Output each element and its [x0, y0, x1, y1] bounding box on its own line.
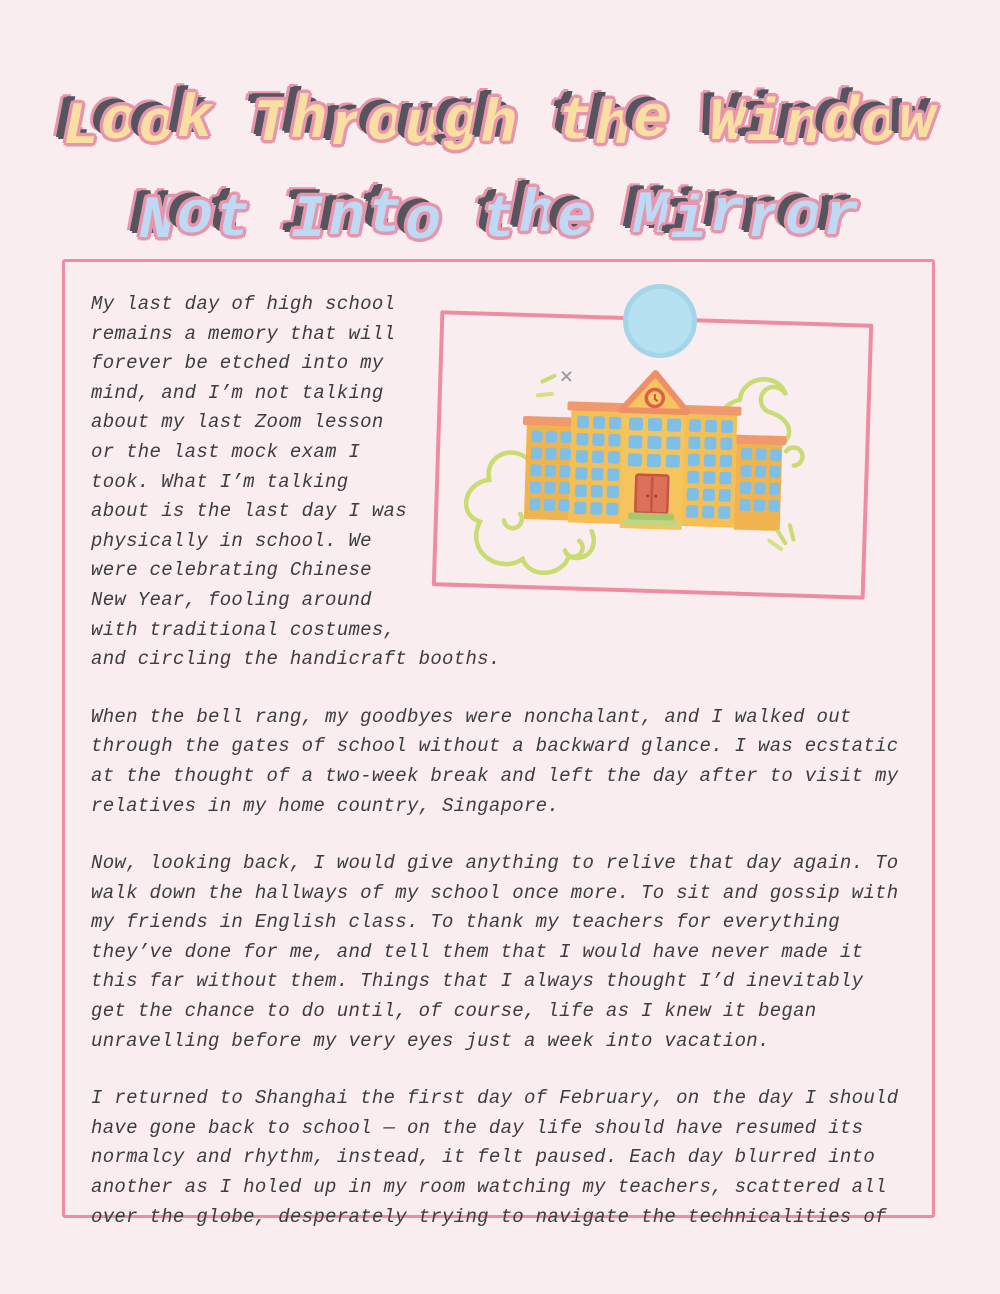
school-illustration — [411, 290, 903, 622]
article-paragraph: Now, looking back, I would give anything to relive that day again. To walk down the hallways of my school once more. To sit and gossip with my friends in English class. To thank my teachers for everything they’ve done for me, and tell them that I would have never made it this far without them. Things that I always thought I’d inevitably get the chance to do until, of course, life as I knew it began unravelling before my very eyes just a week into vacation. — [91, 852, 899, 1052]
article-paragraph: I returned to Shanghai the first day of February, on the day I should have gone back to school — on the day life should have resumed its normalcy and rhythm, instead, it felt paused. Each day blurred into another as I holed up in my room watching my teachers, scattered all over the globe, desperately trying to navigate the technicalities of — [91, 1087, 899, 1228]
article-box — [62, 259, 935, 1228]
page-title-line-2: Not Into the Mirror — [138, 181, 862, 257]
school-building-icon — [520, 369, 789, 533]
article-paragraph: My last day of high school remains a memory that will forever be etched into my mind, and I’m not talking about my last Zoom lesson or the last mock exam I took. What I’m talking about is the last day I was physically in school. We were celebrating Chinese New Year, fooling around with traditional costumes, and circling the handicraft booths. — [91, 293, 501, 671]
page-title — [0, 84, 1000, 260]
sun-circle-icon — [623, 284, 697, 358]
page-title-line-1: Look Through the Window — [62, 87, 938, 163]
article-paragraph: When the bell rang, my goodbyes were nonchalant, and I walked out through the gates of school without a backward glance. I was ecstatic at the thought of a two-week break and left the day after to visit my relatives in my home country, Singapore. — [91, 705, 899, 817]
